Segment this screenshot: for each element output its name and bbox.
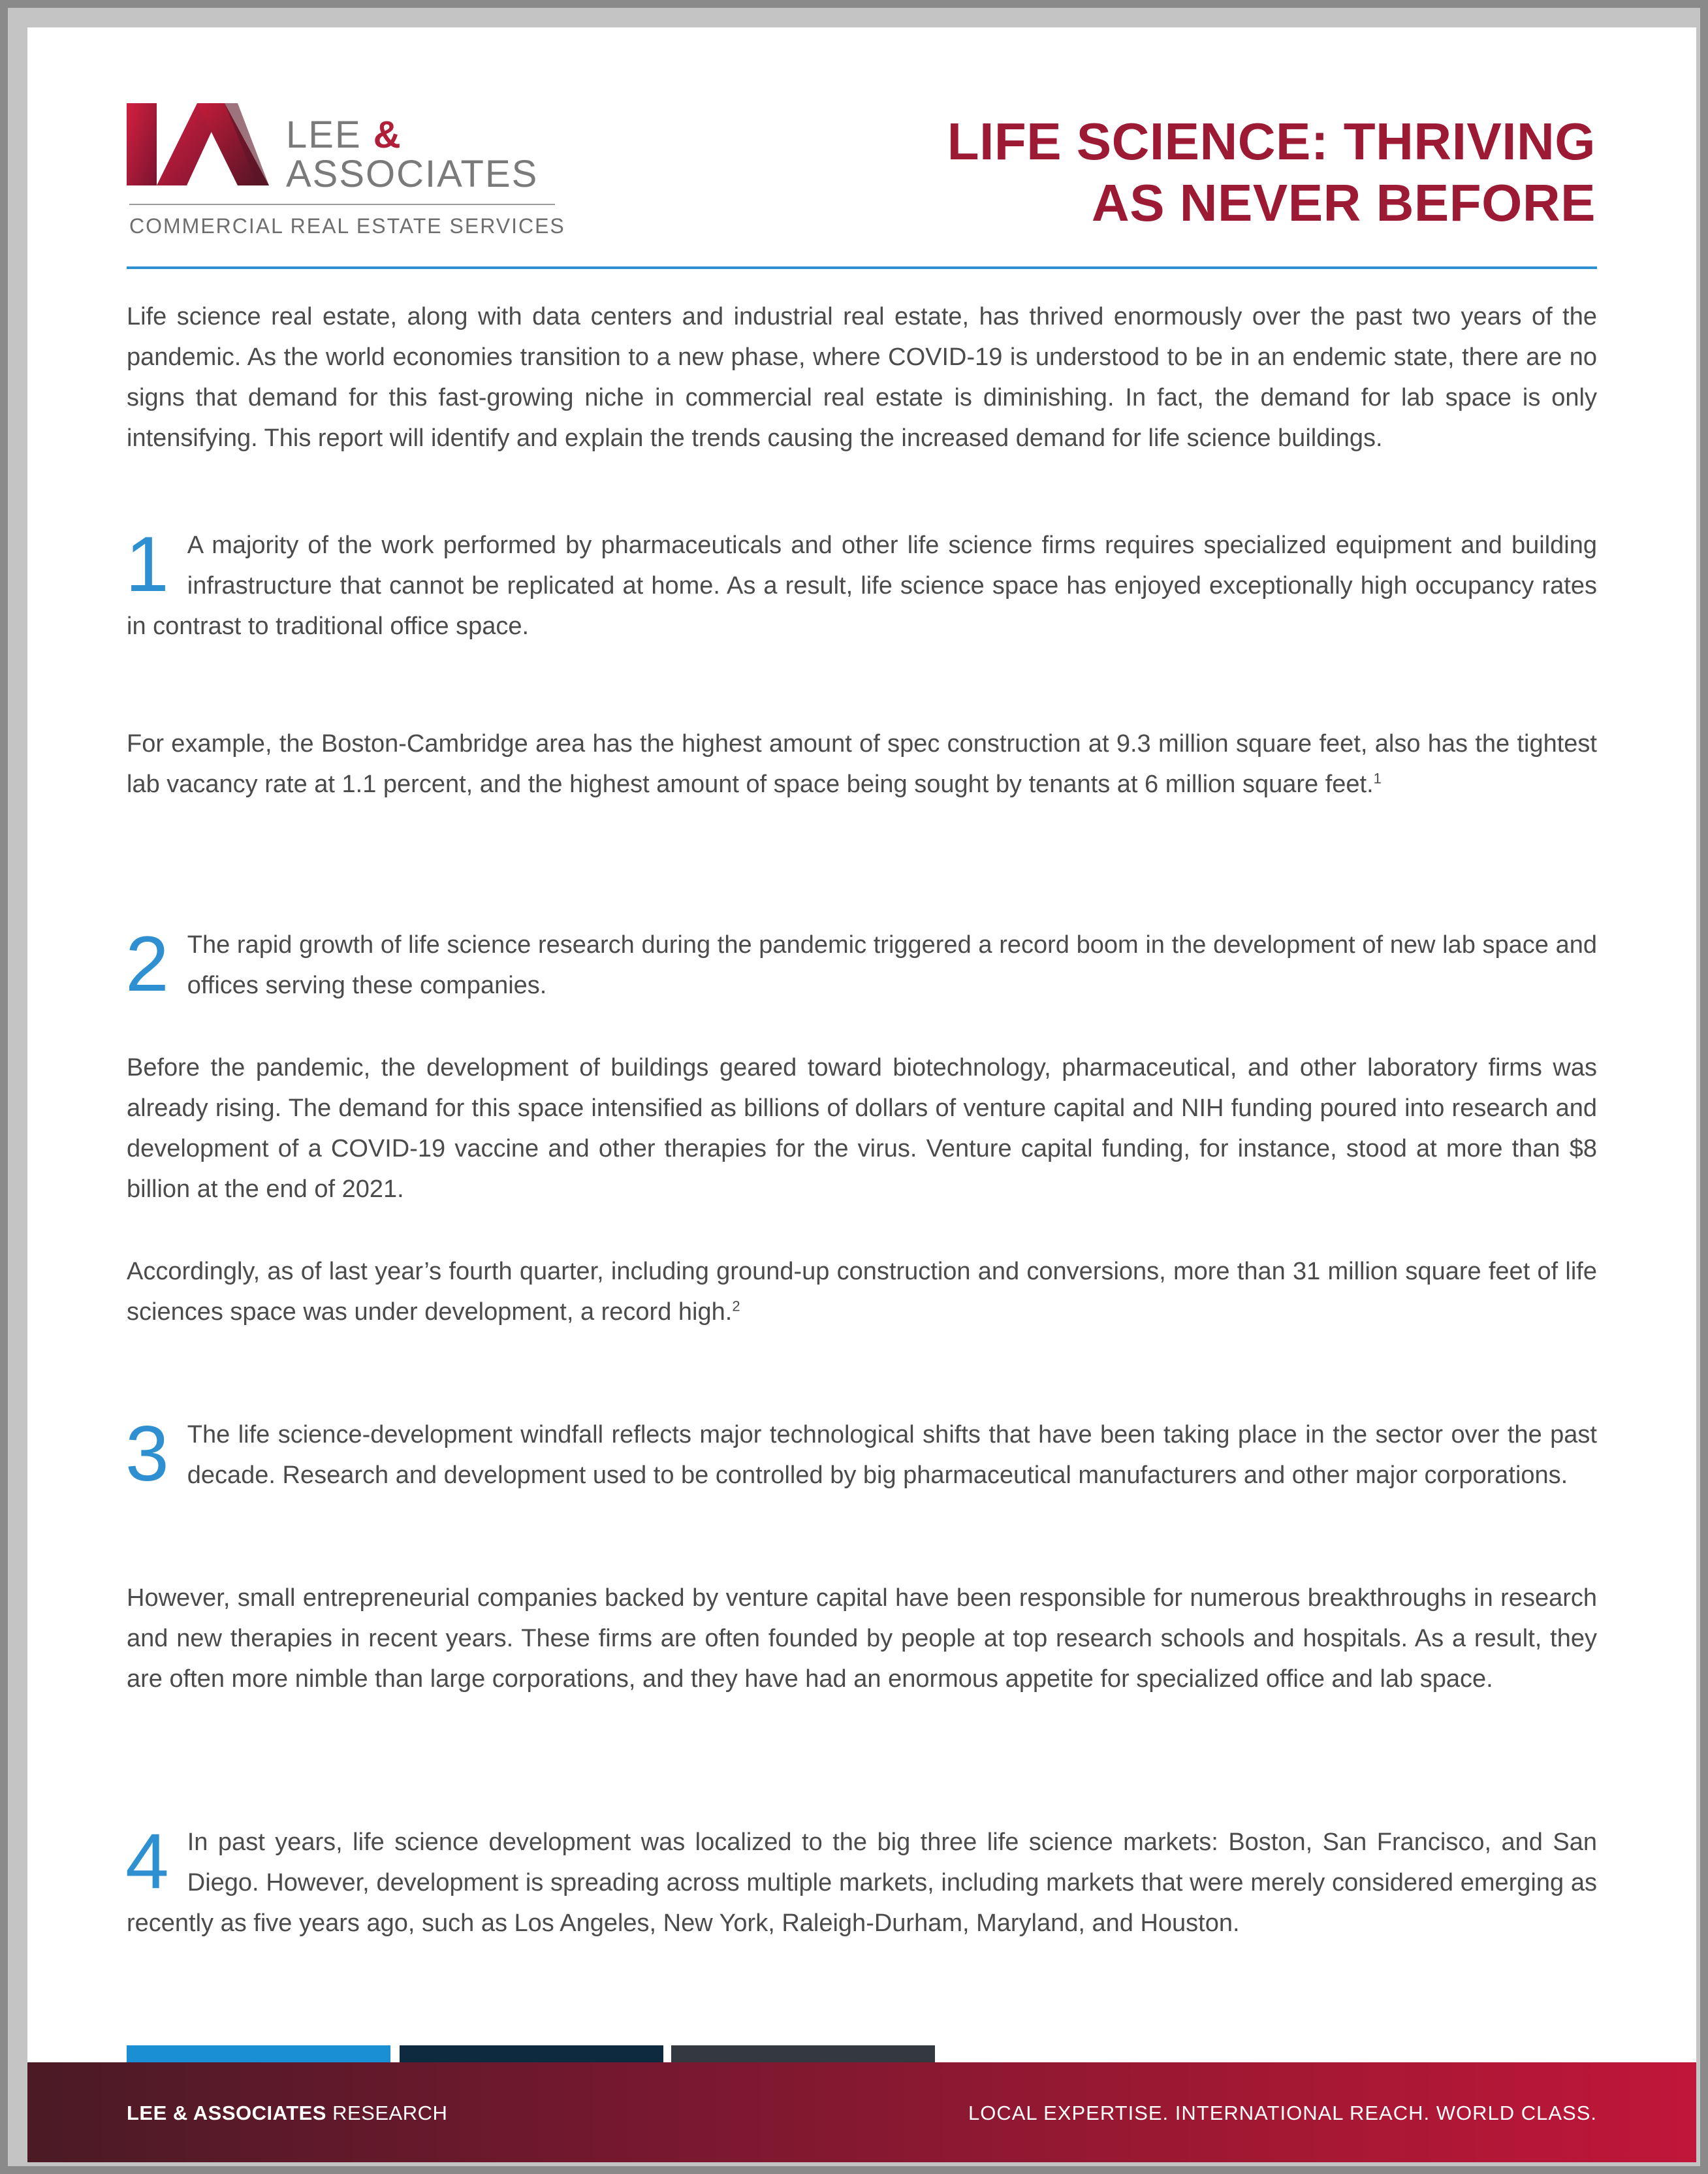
footer-brand-name: LEE & ASSOCIATES — [127, 2102, 326, 2124]
section-number-3: 3 — [125, 1410, 169, 1497]
page-title-line-1: LIFE SCIENCE: THRIVING — [947, 112, 1596, 170]
logo-ampersand: & — [373, 114, 402, 156]
section-1-lead-text: A majority of the work performed by pharmaceuticals and other life science firms requires specialized equipment and building infrastructure that cannot be replicated at home. As a result, life science space has enjoyed exceptionally high occupancy rates in contrast to traditional office space. — [127, 532, 1597, 640]
section-4-lead — [125, 1817, 1597, 1943]
logo-mark-icon — [127, 102, 270, 193]
page-shadow — [8, 8, 1700, 2166]
page-title-line-2: AS NEVER BEFORE — [1091, 174, 1596, 232]
document-page — [27, 27, 1696, 2162]
company-logo — [127, 102, 571, 259]
section-2-paragraph-1-text: Before the pandemic, the development of buildings geared toward biotechnology, pharmaceutical, and other laboratory firms was already rising. The demand for this space intensified as billions of dollars of venture capital and NIH funding poured into research and development of a COVID-19 vaccine and other therapies for the virus. Venture capital funding, for instance, stood at more than $8 billion at the end of 2021. — [127, 1054, 1597, 1203]
section-3-lead — [125, 1410, 1597, 1497]
footer-accent-bar-gray — [671, 2045, 935, 2064]
section-number-4: 4 — [125, 1817, 169, 1905]
section-3-paragraph-1 — [127, 1578, 1597, 1699]
logo-word-associates: ASSOCIATES — [286, 153, 539, 195]
footnote-ref-2[interactable]: 2 — [732, 1298, 740, 1315]
section-1-paragraph-1-text: For example, the Boston-Cambridge area has the highest amount of spec construction at 9.3 million square feet, also has the tightest lab vacancy rate at 1.1 percent, and the highest amount of space being sought by tenants at 6 million square feet. — [127, 730, 1597, 798]
section-number-1: 1 — [125, 520, 169, 608]
section-2-paragraph-2-text: Accordingly, as of last year’s fourth quarter, including ground-up construction and conversions, more than 31 million square feet of life sciences space was under development, a record high. — [127, 1258, 1597, 1326]
section-3-lead-text: The life science-development windfall reflects major technological shifts that have been taking place in the sector over the past decade. Research and development used to be controlled by big pharmaceutical manufacturers and other major corporations. — [187, 1421, 1597, 1489]
logo-divider — [129, 204, 555, 205]
logo-tagline: COMMERCIAL REAL ESTATE SERVICES — [129, 214, 565, 238]
section-1-paragraph-1 — [127, 724, 1597, 805]
section-number-2: 2 — [125, 920, 169, 1008]
section-2-paragraph-1 — [127, 1047, 1597, 1209]
intro-paragraph: Life science real estate, along with data centers and industrial real estate, has thrived enormously over the past two years of the pandemic. As the world economies transition to a new phase, where COVID-19 is understood to be in an endemic state, there are no signs that demand for this fast-growing niche in commercial real estate is diminishing. In fact, the demand for lab space is only intensifying. This report will identify and explain the trends causing the increased demand for life science buildings. — [127, 303, 1597, 452]
section-3-paragraph-1-text: However, small entrepreneurial companies backed by venture capital have been responsible for numerous breakthroughs in research and new therapies in recent years. These firms are often founded by people at top research schools and hospitals. As a result, they are often more nimble than large corporations, and they have had an enormous appetite for specialized office and lab space. — [127, 1584, 1597, 1693]
section-2-paragraph-2 — [127, 1251, 1597, 1332]
section-4-lead-text: In past years, life science development was localized to the big three life science markets: Boston, San Francisco, and San Diego. However, development is spreading across multiple markets, including markets that were merely considered emerging as recently as five years ago, such as Los Angeles, New York, Raleigh-Durham, Maryland, and Houston. — [127, 1829, 1597, 1937]
page-footer — [27, 2062, 1696, 2162]
section-1-lead — [125, 520, 1597, 647]
page-title — [878, 111, 1596, 234]
footer-accent-bar-blue — [127, 2045, 390, 2064]
header-divider — [127, 266, 1597, 269]
footnote-ref-1[interactable]: 1 — [1373, 770, 1382, 787]
logo-word-lee: LEE & — [286, 114, 402, 156]
section-2-lead — [125, 920, 1597, 1008]
section-2-lead-text: The rapid growth of life science research during the pandemic triggered a record boom in the development of new lab space and offices serving these companies. — [187, 931, 1597, 999]
footer-brand — [127, 2102, 447, 2125]
footer-brand-suffix: RESEARCH — [326, 2102, 448, 2124]
footer-slogan: LOCAL EXPERTISE. INTERNATIONAL REACH. WORLD CLASS. — [968, 2102, 1597, 2124]
footer-accent-bar-navy — [400, 2045, 663, 2064]
